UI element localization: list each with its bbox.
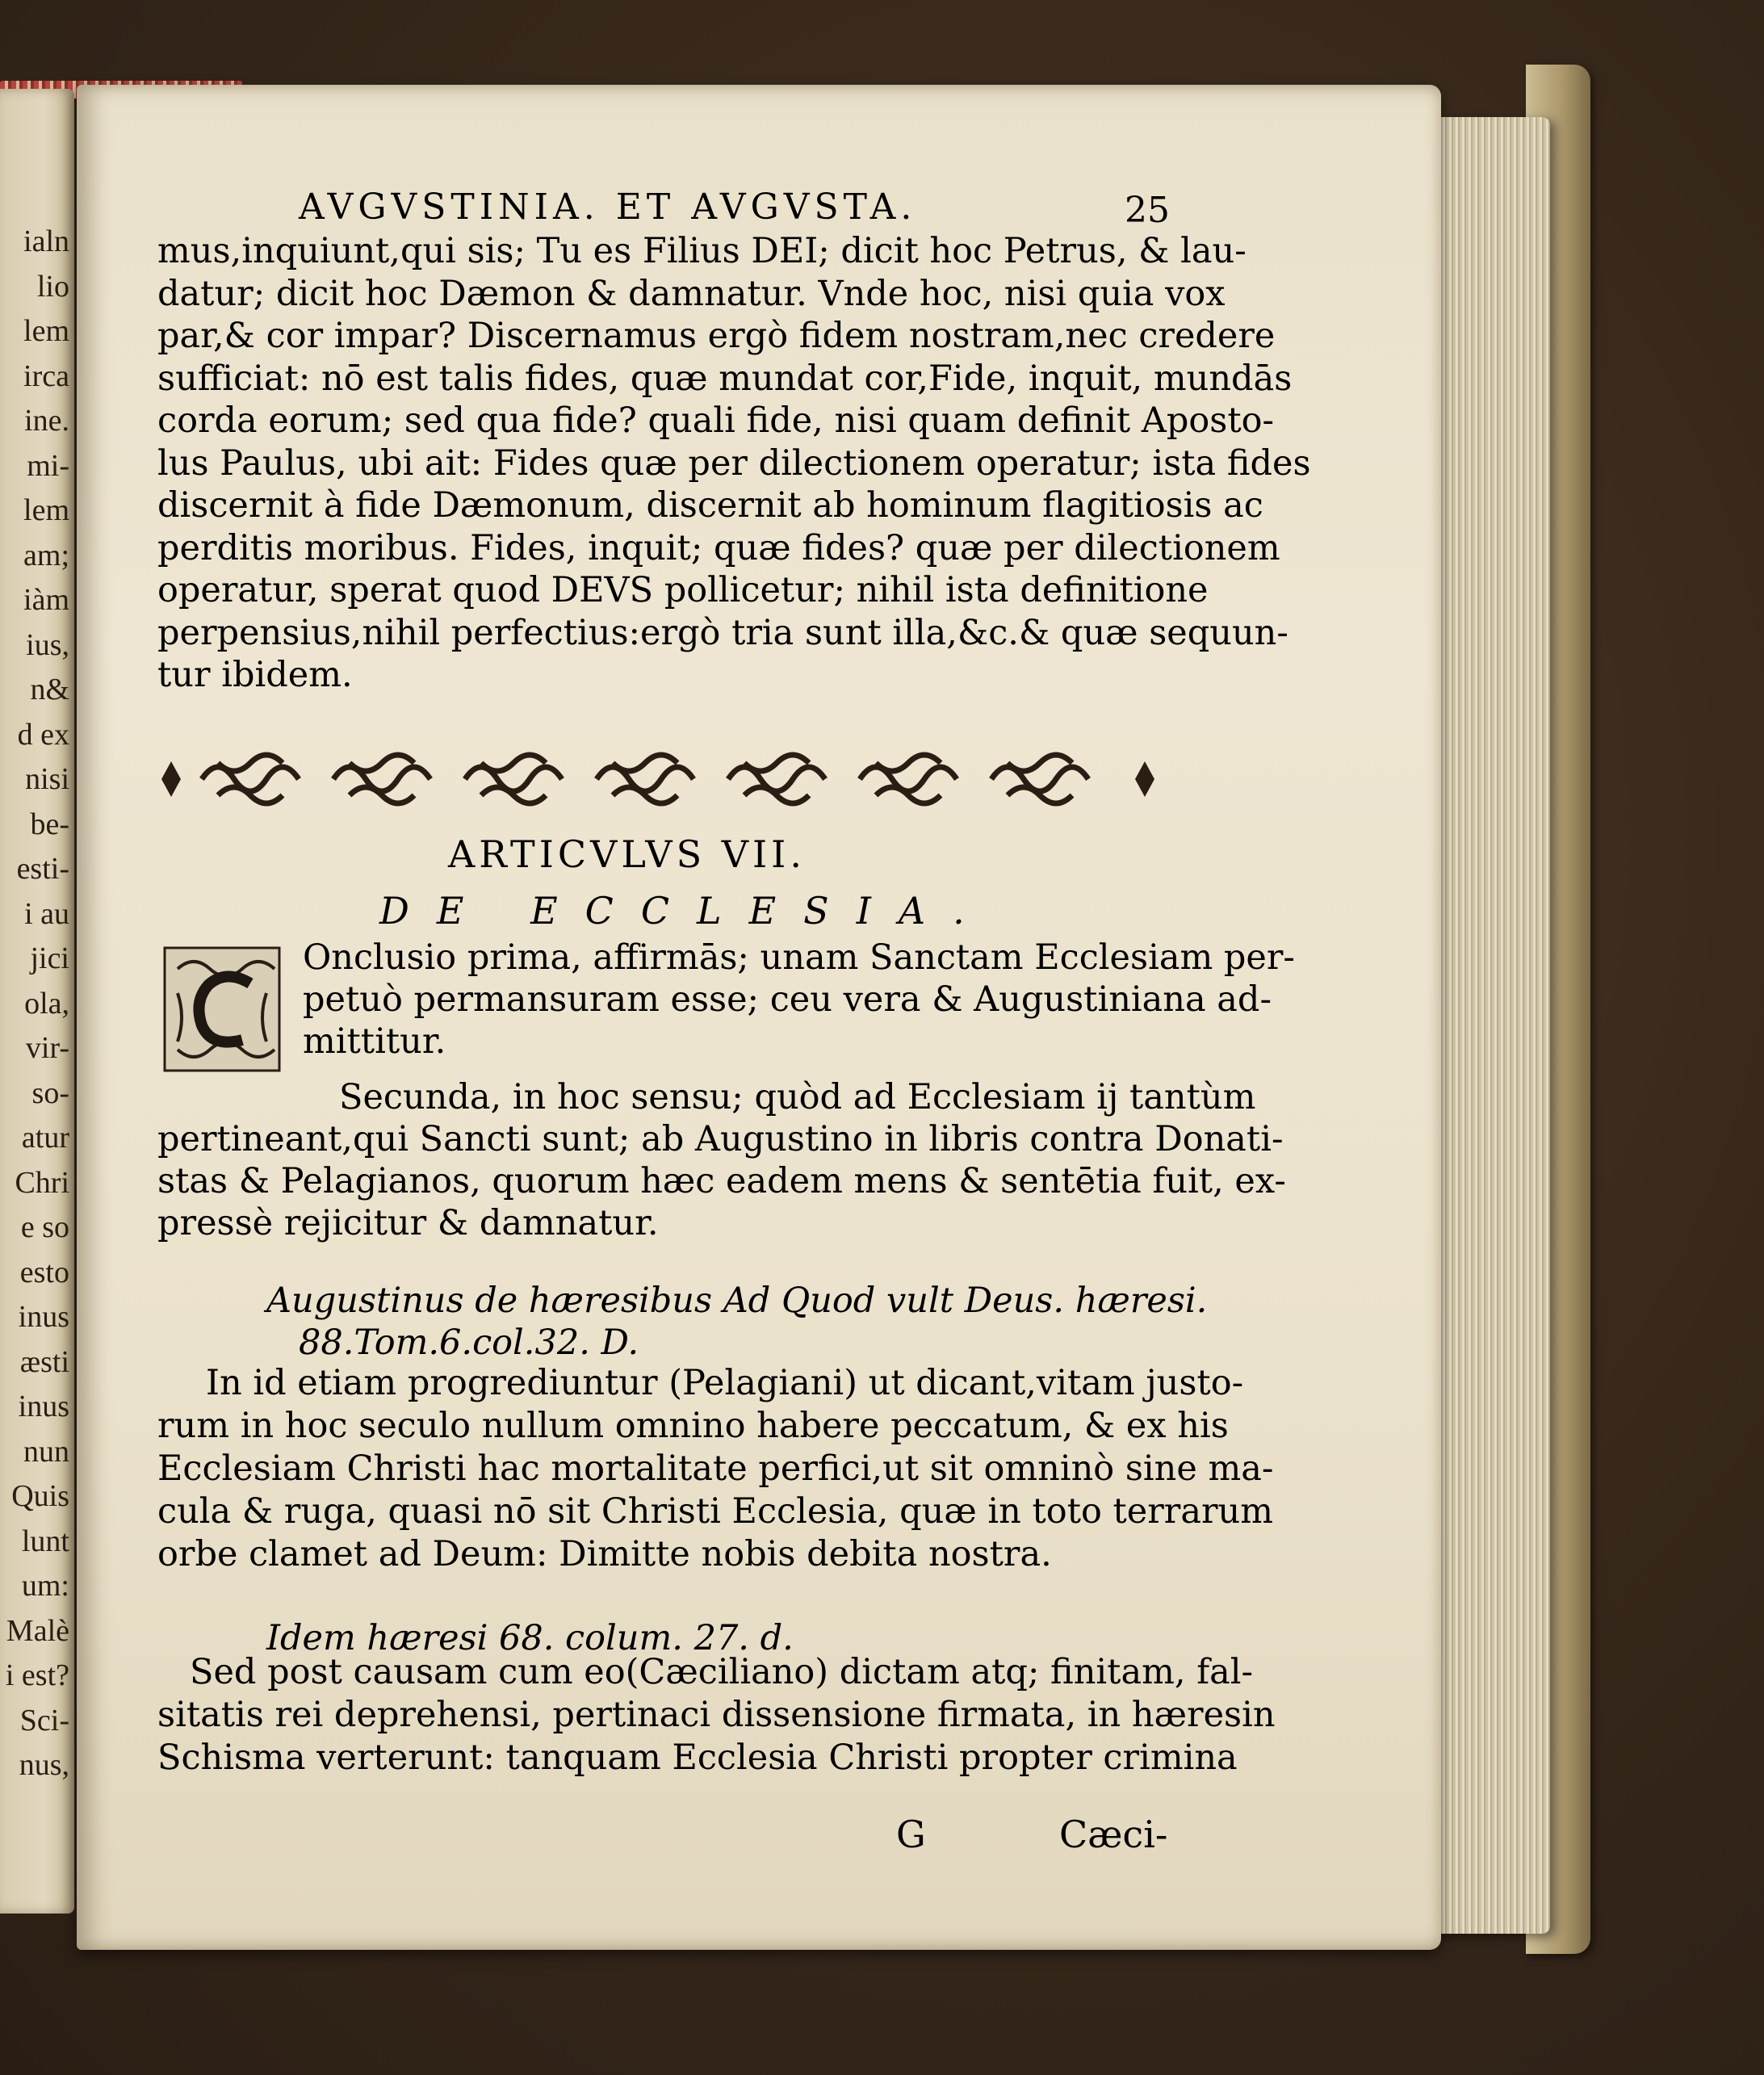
left-page-fragment: ius, [26, 627, 69, 662]
text-line: orbe clamet ad Deum: Dimitte nobis debita nostra. [157, 1534, 1052, 1574]
text-line: Schisma verterunt: tanquam Ecclesia Christi propter crimina [157, 1738, 1238, 1778]
left-page-fragment: e so [20, 1210, 69, 1244]
text-line: lus Paulus, ubi ait: Fides quæ per dilectionem operatur; ista fides [157, 442, 1311, 484]
article-title: ARTICVLVS VII. [448, 832, 806, 876]
decorative-ornament-band [153, 747, 1163, 811]
left-page-fragment: lem [23, 493, 69, 527]
left-page-fragment: inus [18, 1300, 69, 1334]
left-page-fragment: Malè [6, 1613, 69, 1648]
left-page-fragment: i est? [5, 1658, 69, 1692]
text-line: datur; dicit hoc Dæmon & damnatur. Vnde hoc, nisi quia vox [157, 273, 1226, 314]
left-page-fragment: esti- [16, 852, 69, 886]
left-page-fragment: lunt [21, 1524, 69, 1558]
article-subtitle: DE ECCLESIA. [379, 889, 992, 933]
text-line: par,& cor impar? Discernamus ergò fidem nostram,nec credere [157, 316, 1276, 356]
left-page-fragment: vir- [25, 1031, 69, 1065]
page-number: 25 [1125, 190, 1170, 231]
left-page-fragment: nisi [25, 762, 69, 796]
left-page-fragment: i au [24, 896, 69, 931]
left-page-fragment: Chri [15, 1165, 69, 1200]
left-page-fragment: Sci- [19, 1703, 69, 1738]
ornament-motif [333, 755, 430, 803]
text-line: corda eorum; sed qua fide? quali fide, nisi quam definit Aposto- [157, 400, 1275, 441]
left-page-fragment: n& [30, 673, 69, 706]
text-line: Onclusio prima, affirmās; unam Sanctam Ecclesiam per- [303, 937, 1295, 978]
ornament-motif [597, 755, 693, 803]
previous-page-strip [0, 89, 74, 1914]
ornament-motif [991, 755, 1088, 803]
catchword: Cæci- [1059, 1813, 1168, 1856]
left-page-fragment: æsti [19, 1344, 69, 1379]
text-line: discernit à fide Dæmonum, discernit ab hominum flagitiosis ac [157, 485, 1263, 526]
left-page-fragment: ola, [24, 986, 69, 1021]
left-page-fragment: mi- [27, 448, 69, 483]
left-page-fragment: iàm [23, 583, 69, 617]
left-page-fragment: jici [30, 941, 69, 975]
text-line: operatur, sperat quod DEVS pollicetur; nihil ista definitione [157, 570, 1209, 610]
left-page-fragment: esto [19, 1255, 69, 1289]
left-page-fragment: lio [36, 269, 69, 304]
signature-mark: G [896, 1813, 926, 1856]
ornament-motif [728, 755, 825, 803]
text-line: Sed post causam cum eo(Cæciliano) dictam atq; finitam, fal- [190, 1652, 1254, 1692]
text-line: Secunda, in hoc sensu; quòd ad Ecclesiam ij tantùm [339, 1077, 1256, 1117]
left-page-fragment: so- [31, 1075, 69, 1110]
text-line: pressè rejicitur & damnatur. [157, 1203, 659, 1243]
text-line: rum in hoc seculo nullum omnino habere peccatum, & ex his [157, 1406, 1229, 1446]
text-line: sitatis rei deprehensi, pertinaci dissensione firmata, in hæresin [157, 1695, 1276, 1735]
ornament-icon [153, 747, 1163, 811]
ornament-motif [202, 755, 299, 803]
citation-idem: Idem hæresi 68. colum. 27. d. [266, 1618, 794, 1658]
text-line: Augustinus de hæresibus Ad Quod vult Deus. hæresi. [266, 1281, 1208, 1321]
text-line: tur ibidem. [157, 655, 353, 695]
ornament-motif [860, 755, 957, 803]
left-page-fragment: ialn [23, 224, 69, 258]
left-page-fragment: lem [23, 314, 69, 348]
left-page-fragment: am; [23, 538, 69, 572]
text-line: petuò permansuram esse; ceu vera & Augustiniana ad- [303, 979, 1272, 1020]
text-line: In id etiam progrediuntur (Pelagiani) ut dicant,vitam justo- [206, 1363, 1244, 1403]
text-line: sufficiat: nō est talis fides, quæ mundat cor,Fide, inquit, mundās [157, 358, 1293, 399]
ornament-motif [465, 755, 562, 803]
text-line: stas & Pelagianos, quorum hæc eadem mens & sentētia fuit, ex- [157, 1161, 1286, 1201]
left-page-fragment: nun [23, 1434, 69, 1469]
left-page-fragment: inus [18, 1390, 69, 1423]
left-page-fragment: ine. [24, 404, 69, 438]
left-page-fragment: Quis [11, 1479, 69, 1513]
text-line: perpensius,nihil perfectius:ergò tria sunt illa,&c.& quæ sequun- [157, 612, 1288, 653]
running-head: AVGVSTINIA. ET AVGVSTA. [299, 187, 917, 228]
left-page-fragment: atur [21, 1121, 69, 1155]
text-line: cula & ruga, quasi nō sit Christi Ecclesia, quæ in toto terrarum [157, 1491, 1274, 1532]
text-line: perditis moribus. Fides, inquit; quæ fides? quæ per dilectionem [157, 527, 1280, 568]
left-page-fragment: d ex [17, 717, 69, 752]
text-line: 88.Tom.6.col.32. D. [299, 1323, 639, 1363]
left-page-fragment: be- [30, 807, 69, 841]
left-page-fragment: um: [21, 1569, 69, 1603]
text-line: pertineant,qui Sancti sunt; ab Augustino in libris contra Donati- [157, 1119, 1284, 1159]
text-line: Ecclesiam Christi hac mortalitate perfici,ut sit omninò sine ma- [157, 1448, 1274, 1489]
decorated-initial-c [161, 945, 283, 1074]
left-page-fragment: nus, [19, 1748, 69, 1782]
left-page-fragment: irca [23, 358, 69, 393]
text-line: mus,inquiunt,qui sis; Tu es Filius DEI; dicit hoc Petrus, & lau- [157, 231, 1247, 271]
text-line: mittitur. [303, 1021, 446, 1062]
